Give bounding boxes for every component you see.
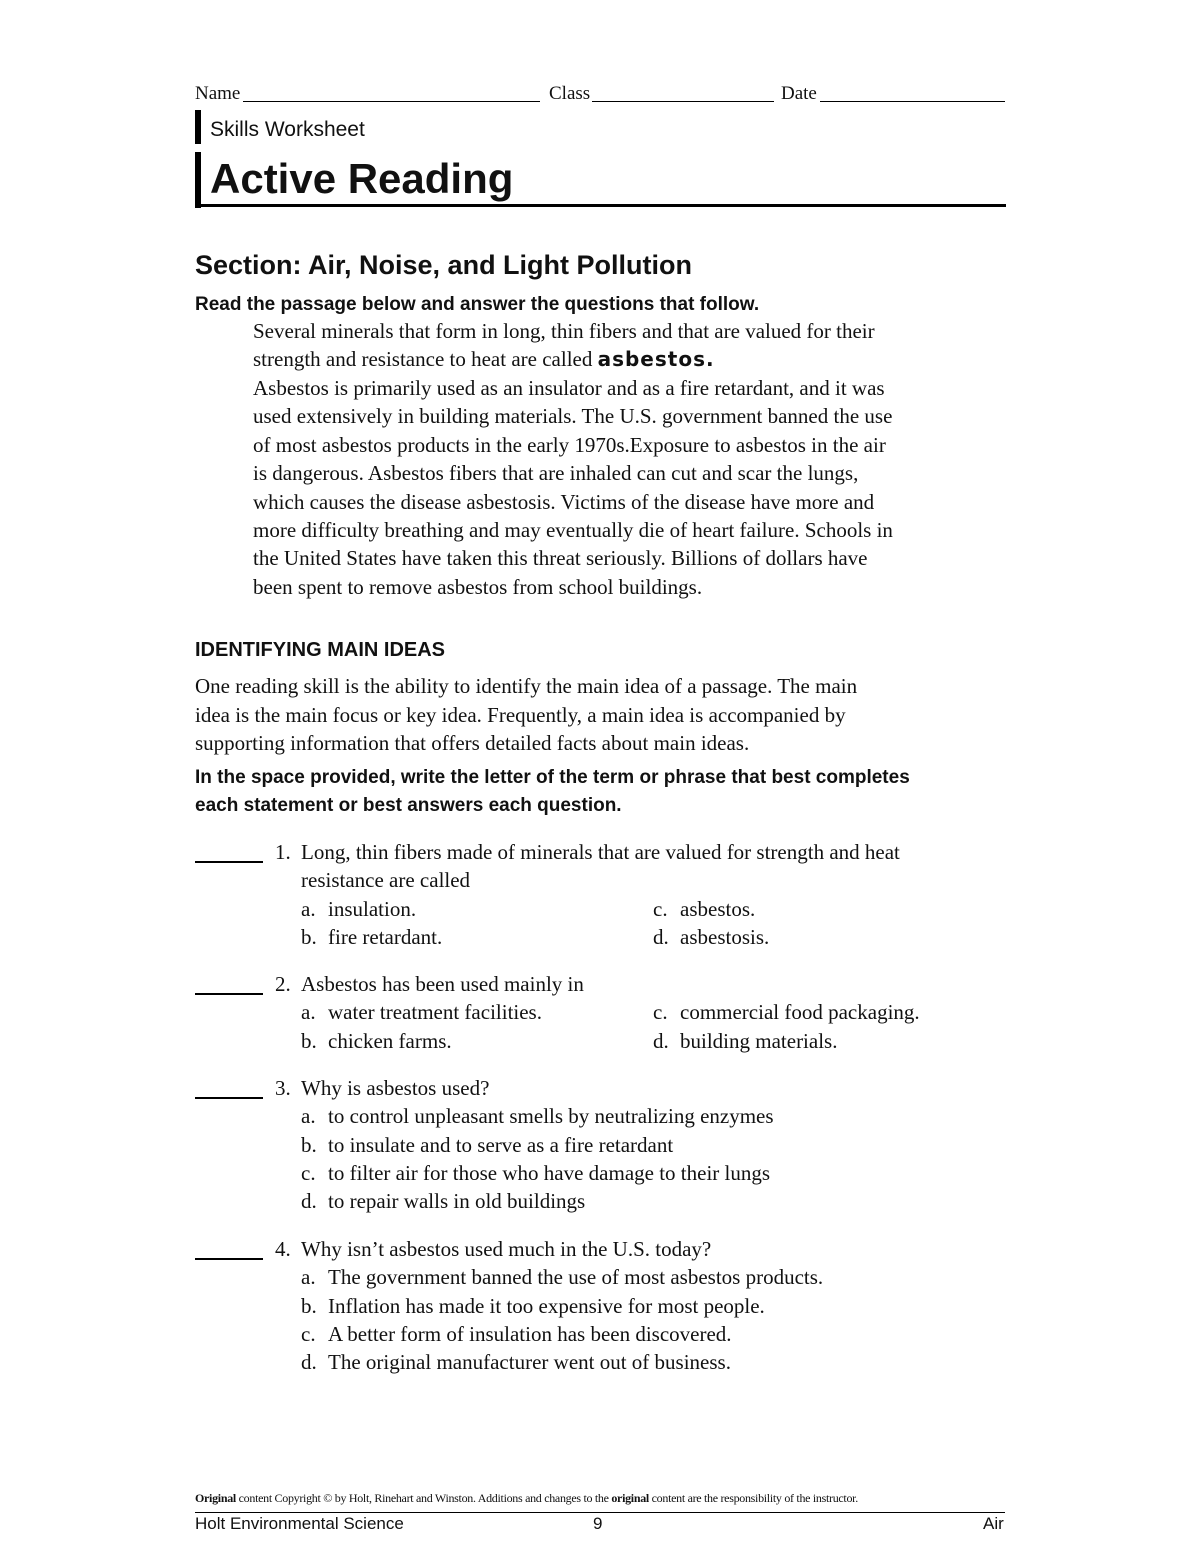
question-number: 1. [275,840,291,864]
choice-text: fire retardant. [328,924,443,949]
passage-line: used extensively in building materials. The U.S. government banned the use [253,404,893,429]
choice-letter: d. [653,924,669,949]
paragraph-line: supporting information that offers detailed facts about main ideas. [195,731,750,755]
choice-letter: a. [301,1104,316,1129]
question-number: 2. [275,972,291,996]
class-field[interactable] [592,101,774,102]
class-label: Class [549,83,591,104]
copyright-bold: Original [195,1491,236,1505]
section-title: Section: Air, Noise, and Light Pollution [195,250,693,280]
question-number: 4. [275,1237,291,1261]
choice-text: to control unpleasant smells by neutralizing enzymes [328,1104,774,1129]
page-title: Active Reading [210,155,514,202]
section-instructions: Read the passage below and answer the questions that follow. [195,294,760,315]
choice-letter: c. [653,896,668,921]
passage-text: strength and resistance to heat are called [253,347,598,371]
choice-letter: c. [653,1000,668,1025]
choice-text: building materials. [680,1028,838,1053]
passage-line: more difficulty breathing and may eventually die of heart failure. Schools in [253,518,893,542]
passage-line: which causes the disease asbestosis. Victims of the disease have more and [253,489,875,514]
choice-letter: d. [301,1189,317,1214]
choice-letter: b. [301,1132,317,1157]
copyright-bold: original [611,1491,649,1505]
worksheet-type-bar [195,110,201,144]
choice-text: to insulate and to serve as a fire retardant [328,1132,674,1157]
copyright-notice [195,1490,858,1506]
worksheet-type: Skills Worksheet [210,118,365,141]
choice-text: to filter air for those who have damage to their lungs [328,1160,771,1185]
main-ideas-heading: IDENTIFYING MAIN IDEAS [195,639,446,661]
passage-line: is dangerous. Asbestos fibers that are inhaled can cut and scar the lungs, [253,461,859,486]
choice-text: The government banned the use of most asbestos products. [328,1265,824,1290]
title-bar [195,152,201,208]
paragraph-line: idea is the main focus or key idea. Frequently, a main idea is accompanied by [195,702,846,727]
footer-chapter: Air [983,1514,1004,1533]
question-text: resistance are called [301,868,471,893]
paragraph-line: One reading skill is the ability to identify the main idea of a passage. The main [195,674,858,698]
question-text: Why is asbestos used? [301,1076,490,1100]
choice-text: The original manufacturer went out of business. [328,1350,731,1375]
question-text: Asbestos has been used mainly in [301,972,584,996]
title-rule [196,204,1006,207]
instruction-line: In the space provided, write the letter of the term or phrase that best completes [195,767,910,788]
choice-text: asbestosis. [680,924,770,949]
choice-letter: b. [301,924,317,949]
choice-text: A better form of insulation has been discovered. [328,1321,732,1346]
choice-text: chicken farms. [328,1028,452,1053]
answer-blank[interactable] [195,993,263,995]
answer-blank[interactable] [195,1097,263,1099]
choice-text: to repair walls in old buildings [328,1189,586,1214]
copyright-text: content Copyright © by Holt, Rinehart and Winston. Additions and changes to the [235,1491,612,1505]
choice-letter: a. [301,1000,316,1025]
choice-letter: a. [301,1265,316,1290]
question-text: Why isn’t asbestos used much in the U.S. today? [301,1237,712,1261]
choice-text: Inflation has made it too expensive for most people. [328,1293,765,1318]
date-field[interactable] [820,101,1005,102]
question-number: 3. [275,1076,291,1100]
choice-letter: b. [301,1293,317,1318]
instruction-line: each statement or best answers each question. [195,795,622,816]
choice-text: insulation. [328,896,417,921]
footer-book: Holt Environmental Science [195,1514,404,1533]
choice-text: commercial food packaging. [680,1000,920,1025]
answer-blank[interactable] [195,1258,263,1260]
choice-letter: b. [301,1028,317,1053]
choice-letter: d. [653,1028,669,1053]
answer-blank[interactable] [195,861,263,863]
name-field[interactable] [243,101,540,102]
choice-text: asbestos. [680,896,756,921]
copyright-text: content are the responsibility of the instructor. [648,1491,858,1505]
passage-line: Several minerals that form in long, thin fibers and that are valued for their [253,319,875,343]
date-label: Date [781,83,817,104]
name-label: Name [195,83,241,104]
choice-letter: d. [301,1350,317,1375]
passage-line: the United States have taken this threat seriously. Billions of dollars have [253,546,868,571]
choice-text: water treatment facilities. [328,1000,542,1025]
key-term: asbestos. [597,347,715,371]
footer-page-number: 9 [593,1514,603,1533]
passage-line [253,345,1013,373]
choice-letter: c. [301,1160,316,1185]
question-text: Long, thin fibers made of minerals that are valued for strength and heat [301,840,900,864]
choice-letter: c. [301,1321,316,1346]
choice-letter: a. [301,896,316,921]
passage-line: Asbestos is primarily used as an insulator and as a fire retardant, and it was [253,376,885,400]
passage-line: been spent to remove asbestos from school buildings. [253,574,703,599]
passage-line: of most asbestos products in the early 1970s.Exposure to asbestos in the air [253,432,886,457]
